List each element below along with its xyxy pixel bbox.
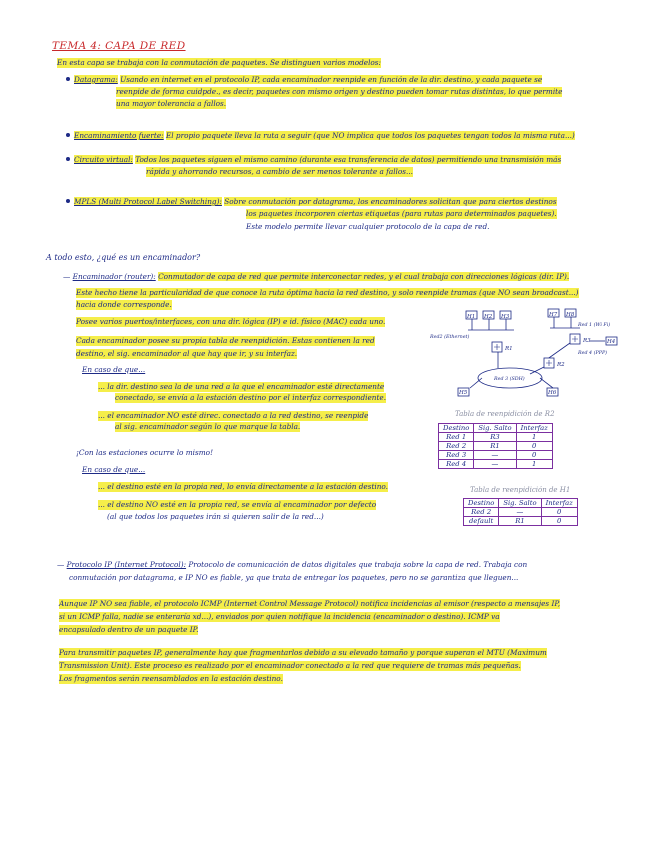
table-row <box>464 508 578 517</box>
table-cell: R1 <box>474 442 516 451</box>
label-h2: H2 <box>484 314 493 320</box>
table-cell: Red 4 <box>439 460 474 469</box>
table-cell: 0 <box>541 517 577 526</box>
circuito-line-1: Circuito virtual: Todos los paquetes siguen el mismo camino (durante esa transferencia de datos) permitiendo una transmisión más <box>66 155 561 165</box>
bullet-icon <box>66 77 70 81</box>
table-header: Sig. Salto <box>474 424 516 433</box>
table-cell: 1 <box>516 460 552 469</box>
red2-link <box>468 319 514 330</box>
label-h3: H3 <box>501 314 510 320</box>
datagrama-line-3: una mayor tolerancia a fallos. <box>116 99 227 108</box>
station-line-2: ... el destino NO esté en la propia red, se envía al encaminador por defecto <box>98 500 377 509</box>
circuito-line-2: rápida y ahorrando recursos, a cambio de ser menos tolerante a fallos... <box>146 167 413 176</box>
label-h4: H4 <box>607 339 616 345</box>
label-red4: Red 4 (PPP) <box>578 351 608 356</box>
r2-r3 <box>546 343 570 360</box>
table-header: Sig. Salto <box>499 499 541 508</box>
table-cell: 0 <box>516 442 552 451</box>
table-header-row <box>464 499 578 508</box>
router-line-6: destino, el sig. encaminador al que hay que ir, y su interfaz. <box>76 349 298 358</box>
table-header: Destino <box>464 499 499 508</box>
router-line-3: hacia donde corresponde. <box>76 300 172 309</box>
table-cell: 0 <box>541 508 577 517</box>
table-cell: 0 <box>516 451 552 460</box>
table-cell: Red 2 <box>439 442 474 451</box>
table-r2 <box>438 423 553 469</box>
table-header: Interfaz <box>516 424 552 433</box>
table-h1-caption: Tabla de reenpidición de H1 <box>470 486 571 494</box>
intro-text: En esta capa se trabaja con la conmutación de paquetes. Se distinguen varios modelos: <box>57 58 382 67</box>
mpls-line-3: Este modelo permite llevar cualquier protocolo de la capa de red. <box>246 222 490 231</box>
mtu-line-1: Para transmitir paquetes IP, generalmente hay que fragmentarlos debido a su elevado tamaño y porque superan el MTU (Maximum <box>59 648 547 657</box>
label-red1: Red 1 (Wi Fi) <box>578 323 611 328</box>
table-row <box>439 460 553 469</box>
table-cell: default <box>464 517 499 526</box>
station-line-3: (al que todos los paquetes irán si quieren salir de la red...) <box>107 512 324 521</box>
datagrama-line-1: Datagrama: Usando en internet en el protocolo IP, cada encaminador reenpide en función de la dir. destino, y cada paquete se <box>66 75 542 85</box>
stations-heading: ¡Con las estaciones ocurre lo mismo! <box>76 448 213 457</box>
mpls-line-1: MPLS (Multi Protocol Label Switching): Sobre conmutación por datagrama, los encaminadores solicitan que para ciertos destinos <box>66 197 557 207</box>
case2-line-a: ... el encaminador NO esté direc. conectado a la red destino, se reenpide <box>98 411 369 420</box>
case1-line-b: conectado, se envía a la estación destino por el interfaz correspondiente. <box>115 393 387 402</box>
table-header-row <box>439 424 553 433</box>
table-cell: — <box>499 508 541 517</box>
ip-line-1: — Protocolo IP (Internet Protocol): Protocolo de comunicación de datos digitales que trabaja sobre la capa de red. Trabaja con <box>57 560 528 569</box>
case-heading-2: En caso de que... <box>82 465 146 474</box>
router-line-2: Este hecho tiene la particularidad de que conoce la ruta óptima hacia la red destino, y solo reenpide tramas (que NO sean broadcast...) <box>76 288 579 297</box>
bullet-icon <box>66 199 70 203</box>
question-heading: A todo esto, ¿qué es un encaminador? <box>46 253 201 262</box>
label-h5: H5 <box>459 390 468 396</box>
ip-line-2: conmutación por datagrama, e IP NO es fiable, ya que trata de entregar los paquetes, pero no se garantiza que lleguen... <box>69 573 519 582</box>
table-cell: R3 <box>474 433 516 442</box>
encaminamiento-line-1: Encaminamiento fuerte: El propio paquete lleva la ruta a seguir (que NO implica que todos los paquetes tengan todos la misma ruta...) <box>66 131 575 141</box>
label-red2: Red2 (Ethernet) <box>430 335 470 340</box>
label-h1: H1 <box>467 314 476 320</box>
table-cell: — <box>474 460 516 469</box>
station-line-1: ... el destino esté en la propia red, lo envía directamente a la estación destino. <box>98 482 388 491</box>
table-header: Destino <box>439 424 474 433</box>
label-h8: H8 <box>566 312 575 318</box>
mtu-line-3: Los fragmentos serán reensamblados en la estación destino. <box>59 674 283 683</box>
table-row <box>439 433 553 442</box>
table-cell: Red 1 <box>439 433 474 442</box>
router-line-1: — Encaminador (router): Conmutador de capa de red que permite interconectar redes, y el cual trabaja con direcciones lógicas (dir. IP). <box>63 272 570 281</box>
table-r2-caption: Tabla de reenpidición de R2 <box>455 410 555 418</box>
table-row <box>439 442 553 451</box>
table-cell: Red 3 <box>439 451 474 460</box>
red1-link <box>550 317 580 328</box>
label-r1: R1 <box>505 346 513 352</box>
mpls-line-2: los paquetes incorporen ciertas etiquetas (para rutas para determinados paquetes). <box>246 209 557 218</box>
case-heading-1: En caso de que... <box>82 365 146 374</box>
router-line-5: Cada encaminador posee su propia tabla de reenpidición. Estas contienen la red <box>76 336 375 345</box>
table-cell: — <box>474 451 516 460</box>
mtu-line-2: Transmission Unit). Este proceso es realizado por el encaminador conectado a la red que requiere de tramas más pequeñas. <box>59 661 521 670</box>
table-header: Interfaz <box>541 499 577 508</box>
table-row <box>464 517 578 526</box>
case2-line-b: al sig. encaminador según lo que marque la tabla. <box>115 422 301 431</box>
bullet-icon <box>66 157 70 161</box>
table-row <box>439 451 553 460</box>
network-diagram <box>430 308 620 403</box>
icmp-line-1: Aunque IP NO sea fiable, el protocolo ICMP (Internet Control Message Protocol) notifica incidencias al emisor (respecto a mensajes IP, <box>59 599 561 608</box>
table-cell: 1 <box>516 433 552 442</box>
router-line-4: Posee varios puertos/interfaces, con una dir. lógica (IP) e id. físico (MAC) cada uno. <box>76 317 386 326</box>
bullet-icon <box>66 133 70 137</box>
label-red3: Red 3 (SDH) <box>494 377 525 382</box>
icmp-line-3: encapsulado dentro de un paquete IP. <box>59 625 199 634</box>
label-h7: H7 <box>549 312 558 318</box>
table-cell: Red 2 <box>464 508 499 517</box>
label-r2: R2 <box>557 362 565 368</box>
case1-line-a: ... la dir. destino sea la de una red a la que el encaminador esté directamente <box>98 382 385 391</box>
datagrama-line-2: reenpide de forma cuidpde., es decir, paquetes con mismo origen y destino pueden tomar rutas distintas, lo que permite <box>116 87 563 96</box>
page-title: TEMA 4: CAPA DE RED <box>52 40 186 52</box>
label-h6: H6 <box>548 390 557 396</box>
icmp-line-2: si un ICMP falla, nadie se enteraría xd...), enviados por quien notifique la incidencia (encaminador o destino). ICMP va <box>59 612 500 621</box>
table-h1 <box>463 498 578 526</box>
table-cell: R1 <box>499 517 541 526</box>
label-r3: R3 <box>583 338 591 344</box>
